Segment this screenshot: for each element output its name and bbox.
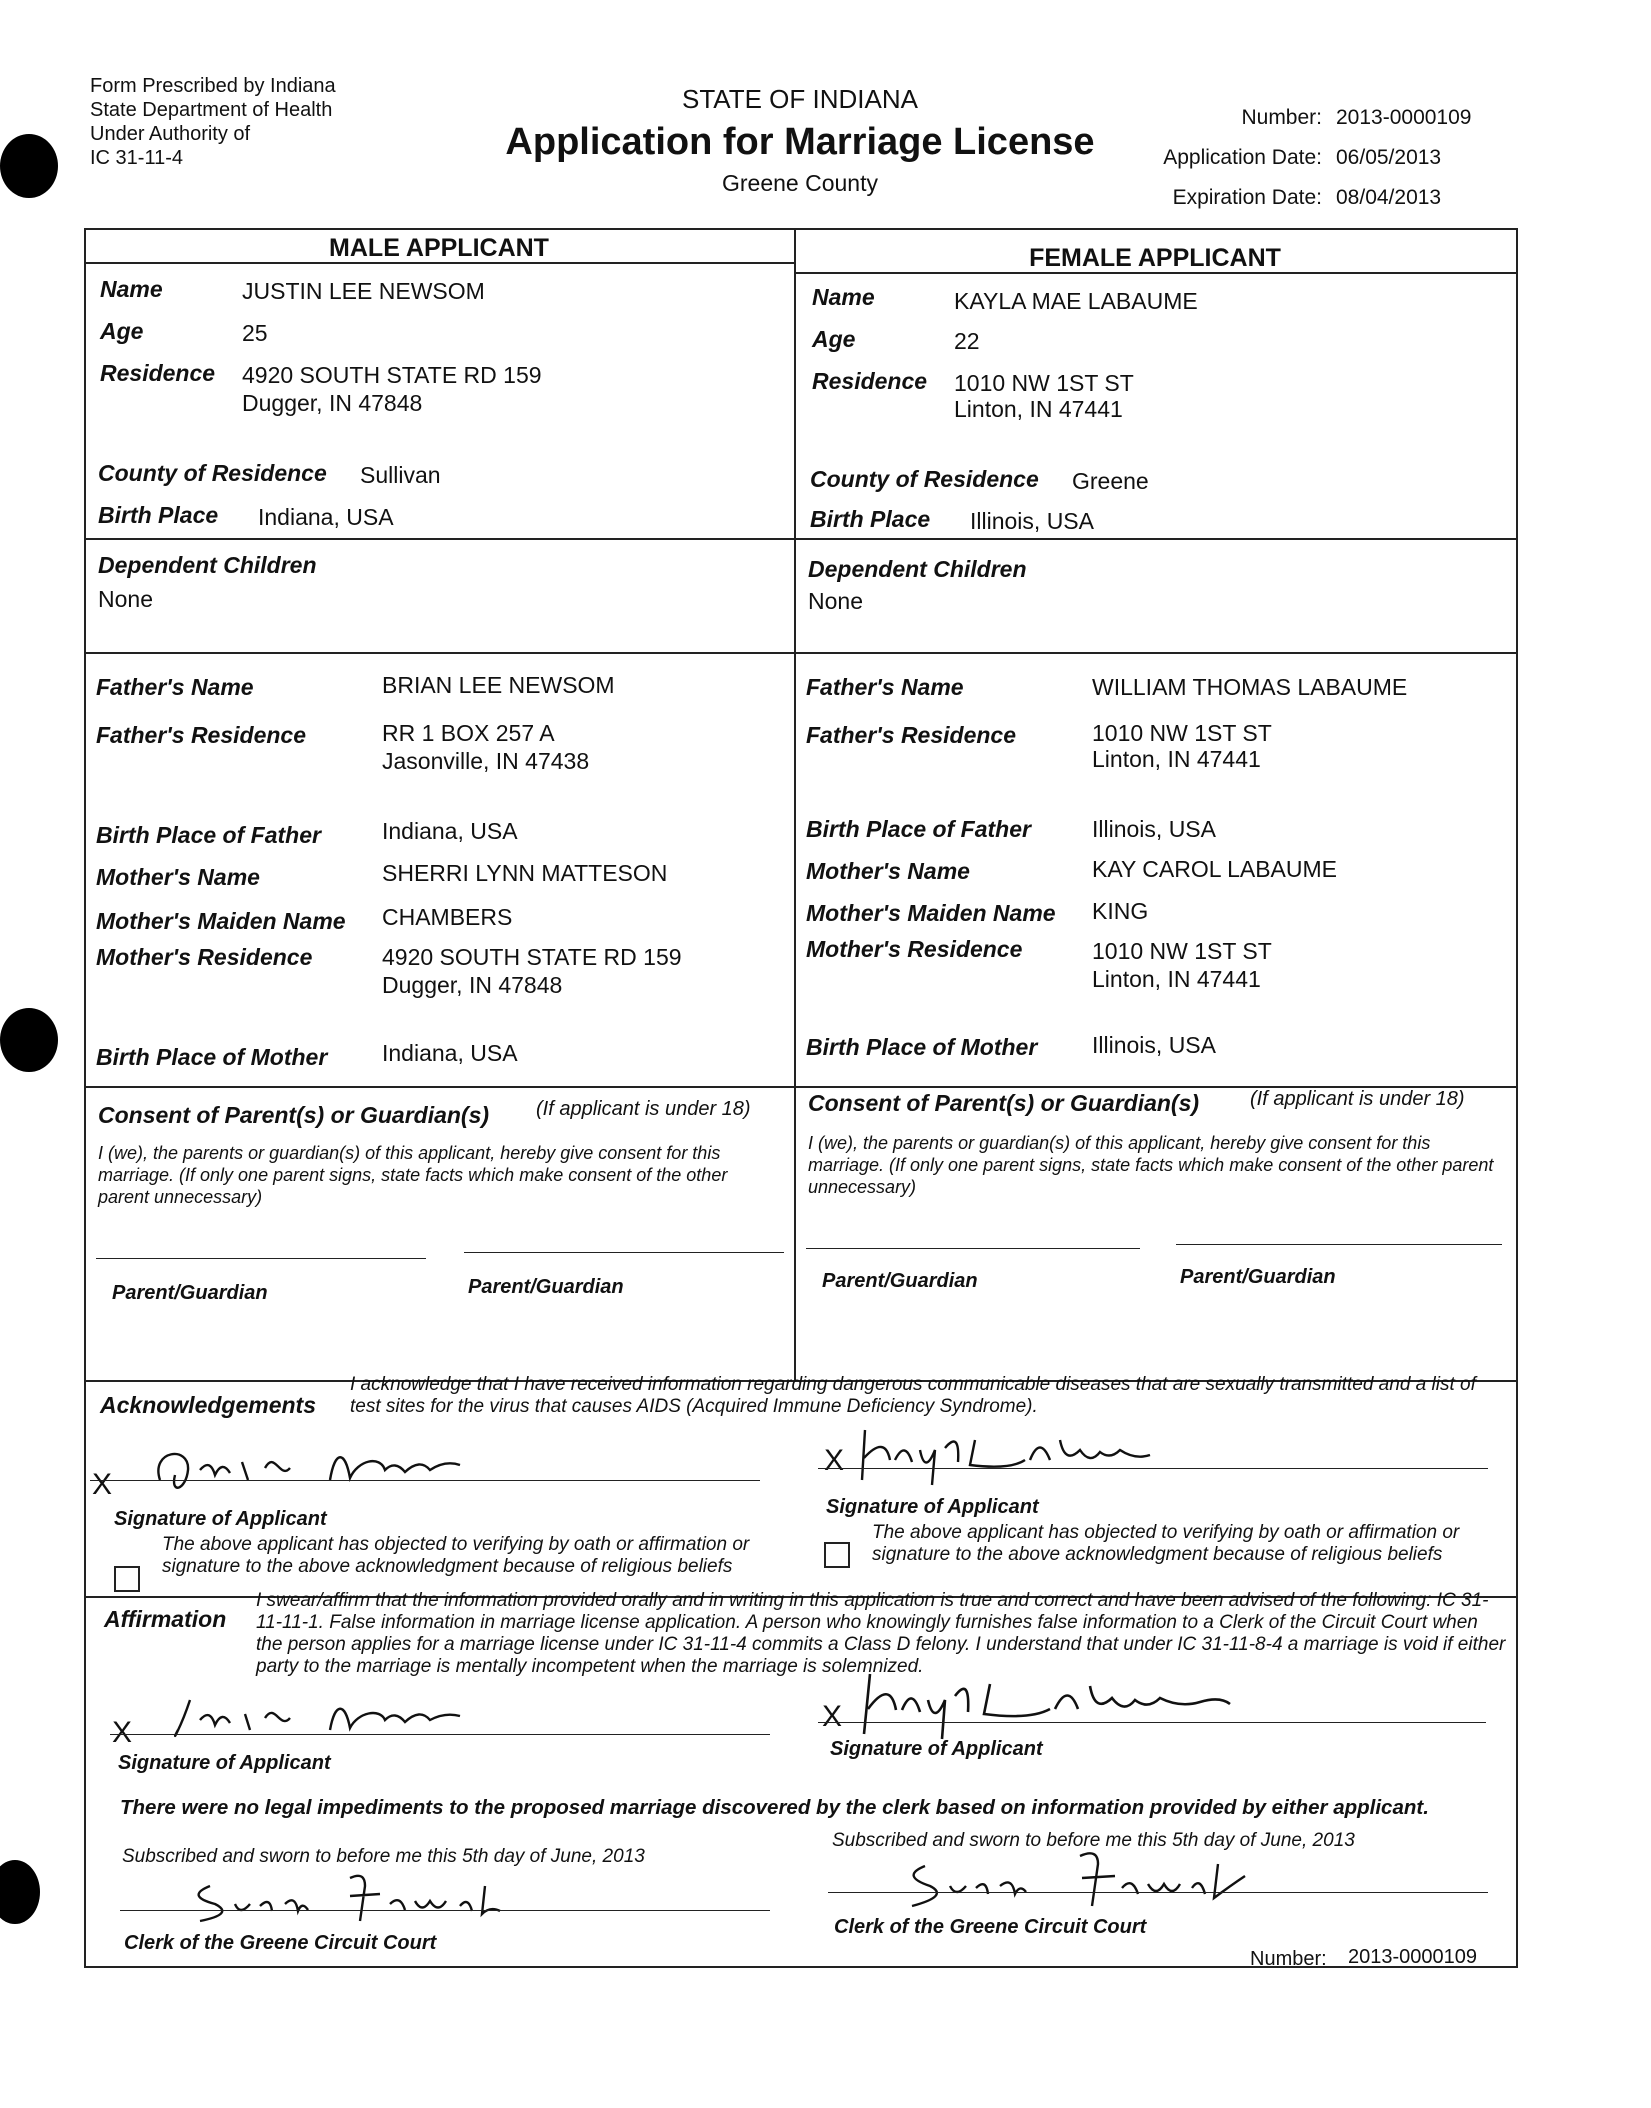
clerk-signature xyxy=(900,1846,1280,1916)
mothers-residence-label: Mother's Residence xyxy=(806,936,1023,962)
dependent-children-label: Dependent Children xyxy=(98,552,317,578)
state-name: STATE OF INDIANA xyxy=(682,84,918,114)
application-info xyxy=(1130,98,1471,218)
female-residence-line1: 1010 NW 1ST ST xyxy=(954,370,1134,396)
religious-objection-text: The above applicant has objected to verifying by oath or affirmation or signature to the above acknowledgment because of religious beliefs xyxy=(872,1522,1460,1565)
female-residence-line2: Linton, IN 47441 xyxy=(954,396,1123,422)
female-county: Greene xyxy=(1072,468,1149,494)
male-name: JUSTIN LEE NEWSOM xyxy=(242,278,485,304)
application-number: 2013-0000109 xyxy=(1336,106,1472,129)
male-age: 25 xyxy=(242,320,268,346)
fathers-name-label: Father's Name xyxy=(806,674,964,700)
signature-x-mark: X xyxy=(92,1468,113,1501)
parent-guardian-label: Parent/Guardian xyxy=(112,1282,268,1304)
female-father-residence-line1: 1010 NW 1ST ST xyxy=(1092,720,1272,746)
authority-line: Under Authority of xyxy=(90,123,251,145)
name-label: Name xyxy=(100,276,163,302)
male-mother-residence-line1: 4920 SOUTH STATE RD 159 xyxy=(382,944,682,970)
footer-number-label: Number: xyxy=(1250,1948,1327,1970)
consent-note: (If applicant is under 18) xyxy=(1250,1088,1465,1110)
county-of-residence-label: County of Residence xyxy=(98,460,327,486)
age-label: Age xyxy=(100,318,144,344)
female-age: 22 xyxy=(954,328,980,354)
clerk-label: Clerk of the Greene Circuit Court xyxy=(834,1916,1147,1938)
female-father-residence-line2: Linton, IN 47441 xyxy=(1092,746,1261,772)
female-mother-birth-place: Illinois, USA xyxy=(1092,1032,1216,1058)
male-acknowledgement-signature xyxy=(130,1440,510,1500)
female-mother-maiden-name: KING xyxy=(1092,898,1149,924)
punch-hole-bottom xyxy=(0,1860,40,1924)
form-heading xyxy=(500,84,1100,197)
section-divider xyxy=(84,652,1516,654)
female-affirmation-signature-line[interactable] xyxy=(818,1722,1486,1723)
punch-hole-top xyxy=(0,134,58,198)
authority-line: State Department of Health xyxy=(90,99,333,121)
birth-place-of-father-label: Birth Place of Father xyxy=(96,822,321,848)
impediments-statement: There were no legal impediments to the proposed marriage discovered by the clerk based on information provided by either applicant. xyxy=(120,1796,1429,1819)
affirmation-text: I swear/affirm that the information provided orally and in writing in this application is true and correct and have been advised of the following: IC 31-11-11-1. False information in marriage license application. A person who knowingly furnishes false information to a Clerk of the Circuit Court when the person applies for a marriage license under IC 31-11-4 commits a Class D felony. I understand that under IC 31-11-8-4 a marriage is void if either party to the marriage is mentally incompetent when the marriage is solemnized. xyxy=(256,1590,1506,1677)
signature-of-applicant-label: Signature of Applicant xyxy=(826,1496,1039,1518)
mothers-residence-label: Mother's Residence xyxy=(96,944,313,970)
clerk-signature xyxy=(190,1866,550,1926)
subscribed-sworn-text: Subscribed and sworn to before me this 5th day of June, 2013 xyxy=(832,1830,1355,1851)
name-label: Name xyxy=(812,284,875,310)
number-label: Number: xyxy=(1241,106,1322,129)
male-father-name: BRIAN LEE NEWSOM xyxy=(382,672,615,698)
page-title: Application for Marriage License xyxy=(505,121,1095,163)
male-residence-line2: Dugger, IN 47848 xyxy=(242,390,423,416)
birth-place-of-father-label: Birth Place of Father xyxy=(806,816,1031,842)
religious-objection-text: The above applicant has objected to verifying by oath or affirmation or signature to the above acknowledgment because of religious beliefs xyxy=(162,1534,750,1577)
female-affirmation-signature xyxy=(850,1664,1270,1744)
expiration-date: 08/04/2013 xyxy=(1336,186,1442,209)
authority-line: Form Prescribed by Indiana xyxy=(90,75,336,97)
parent-guardian-label: Parent/Guardian xyxy=(468,1276,624,1298)
signature-x-mark: X xyxy=(112,1716,133,1749)
signature-of-applicant-label: Signature of Applicant xyxy=(118,1752,331,1774)
dependent-children-label: Dependent Children xyxy=(808,556,1027,582)
clerk-signature-line[interactable] xyxy=(828,1892,1488,1893)
parent-guardian-label: Parent/Guardian xyxy=(822,1270,978,1292)
clerk-signature-line[interactable] xyxy=(120,1910,770,1911)
parent-guardian-line[interactable] xyxy=(96,1258,426,1259)
form-authority xyxy=(90,74,336,170)
female-dependent-children: None xyxy=(808,588,863,614)
signature-x-mark: X xyxy=(824,1444,845,1477)
residence-label: Residence xyxy=(812,368,928,394)
mothers-name-label: Mother's Name xyxy=(806,858,970,884)
birth-place-of-mother-label: Birth Place of Mother xyxy=(96,1044,328,1070)
consent-note: (If applicant is under 18) xyxy=(536,1098,751,1120)
consent-text: I (we), the parents or guardian(s) of this applicant, hereby give consent for this marriage. (If only one parent signs, state facts which make consent of the other parent unnecessary) xyxy=(98,1143,728,1207)
birth-place-label: Birth Place xyxy=(98,502,219,528)
male-county: Sullivan xyxy=(360,462,441,488)
parent-guardian-line[interactable] xyxy=(806,1248,1140,1249)
female-mother-name: KAY CAROL LABAUME xyxy=(1092,856,1337,882)
male-affirmation-signature-line[interactable] xyxy=(110,1734,770,1735)
female-birth-place: Illinois, USA xyxy=(970,508,1094,534)
male-affirmation-signature xyxy=(150,1690,510,1750)
female-father-birth-place: Illinois, USA xyxy=(1092,816,1216,842)
female-mother-residence-line1: 1010 NW 1ST ST xyxy=(1092,938,1272,964)
birth-place-label: Birth Place xyxy=(810,506,931,532)
application-date-label: Application Date: xyxy=(1163,146,1322,169)
male-religious-objection-checkbox[interactable] xyxy=(114,1566,140,1592)
age-label: Age xyxy=(812,326,856,352)
male-birth-place: Indiana, USA xyxy=(258,504,394,530)
male-father-residence-line2: Jasonville, IN 47438 xyxy=(382,748,590,774)
female-name: KAYLA MAE LABAUME xyxy=(954,288,1198,314)
fathers-name-label: Father's Name xyxy=(96,674,254,700)
male-mother-residence-line2: Dugger, IN 47848 xyxy=(382,972,563,998)
male-applicant-heading: MALE APPLICANT xyxy=(329,234,549,262)
signature-of-applicant-label: Signature of Applicant xyxy=(830,1738,1043,1760)
female-father-name: WILLIAM THOMAS LABAUME xyxy=(1092,674,1408,700)
column-divider xyxy=(794,230,796,1380)
male-acknowledgement-signature-line[interactable] xyxy=(90,1480,760,1481)
parent-guardian-line[interactable] xyxy=(464,1252,784,1253)
fathers-residence-label: Father's Residence xyxy=(806,722,1016,748)
punch-hole-middle xyxy=(0,1008,58,1072)
birth-place-of-mother-label: Birth Place of Mother xyxy=(806,1034,1038,1060)
female-religious-objection-checkbox[interactable] xyxy=(824,1542,850,1568)
residence-label: Residence xyxy=(100,360,216,386)
male-father-birth-place: Indiana, USA xyxy=(382,818,518,844)
subscribed-sworn-text: Subscribed and sworn to before me this 5th day of June, 2013 xyxy=(122,1846,645,1867)
county-of-residence-label: County of Residence xyxy=(810,466,1039,492)
male-mother-name: SHERRI LYNN MATTESON xyxy=(382,860,668,886)
male-residence-line1: 4920 SOUTH STATE RD 159 xyxy=(242,362,542,388)
consent-title: Consent of Parent(s) or Guardian(s) xyxy=(808,1090,1200,1116)
female-acknowledgement-signature-line[interactable] xyxy=(818,1468,1488,1469)
application-date: 06/05/2013 xyxy=(1336,146,1442,169)
male-mother-maiden-name: CHAMBERS xyxy=(382,904,513,930)
male-dependent-children: None xyxy=(98,586,153,612)
acknowledgements-text: I acknowledge that I have received information regarding dangerous communicable diseases that are sexually transmitted and a list of test sites for the virus that causes AIDS (Acquired Immune Deficiency Syndrome). xyxy=(350,1374,1476,1417)
parent-guardian-line[interactable] xyxy=(1176,1244,1502,1245)
county-name: Greene County xyxy=(722,170,878,196)
affirmation-label: Affirmation xyxy=(104,1606,227,1632)
female-acknowledgement-signature xyxy=(850,1420,1210,1490)
male-father-residence-line1: RR 1 BOX 257 A xyxy=(382,720,555,746)
authority-line: IC 31-11-4 xyxy=(90,147,184,169)
parent-guardian-label: Parent/Guardian xyxy=(1180,1266,1336,1288)
clerk-label: Clerk of the Greene Circuit Court xyxy=(124,1932,437,1954)
consent-text: I (we), the parents or guardian(s) of this applicant, hereby give consent for this marriage. (If only one parent signs, state facts which make consent of the other parent unnecessary) xyxy=(808,1133,1494,1197)
mothers-maiden-name-label: Mother's Maiden Name xyxy=(806,900,1056,926)
mothers-name-label: Mother's Name xyxy=(96,864,260,890)
female-applicant-heading: FEMALE APPLICANT xyxy=(1029,244,1281,272)
acknowledgements-label: Acknowledgements xyxy=(100,1392,316,1418)
section-divider xyxy=(84,538,1516,540)
footer-number: 2013-0000109 xyxy=(1348,1946,1478,1968)
male-mother-birth-place: Indiana, USA xyxy=(382,1040,518,1066)
signature-of-applicant-label: Signature of Applicant xyxy=(114,1508,327,1530)
fathers-residence-label: Father's Residence xyxy=(96,722,306,748)
female-mother-residence-line2: Linton, IN 47441 xyxy=(1092,966,1261,992)
consent-title: Consent of Parent(s) or Guardian(s) xyxy=(98,1102,490,1128)
expiration-date-label: Expiration Date: xyxy=(1172,186,1322,209)
mothers-maiden-name-label: Mother's Maiden Name xyxy=(96,908,346,934)
signature-x-mark: X xyxy=(822,1700,843,1733)
